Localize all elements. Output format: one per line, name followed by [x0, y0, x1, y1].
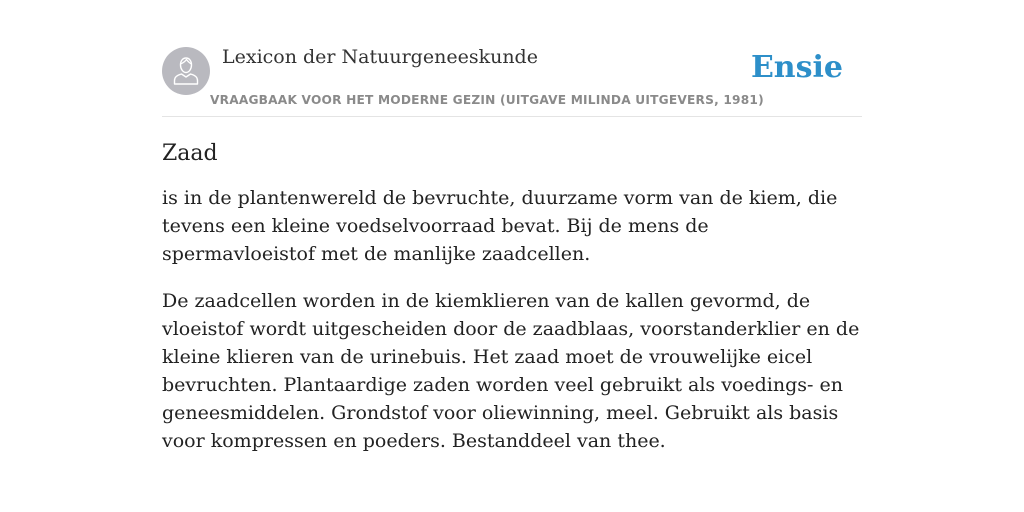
- entry-term: Zaad: [162, 141, 218, 166]
- source-header: [162, 40, 862, 117]
- definition-paragraph: De zaadcellen worden in de kiemklieren van de kallen gevormd, de vloeistof wordt uitgescheiden door de zaadblaas, voorstanderklier en de kleine klieren van de urinebuis. Het zaad moet de vrouwelijke eicel bevruchten. Plantaardige zaden worden veel gebruikt als voedings- en geneesmiddelen. Grondstof voor oliewinning, meel. Gebruikt als basis voor kompressen en poeders. Bestanddeel van thee.: [162, 290, 860, 452]
- definition-paragraph: is in de plantenwereld de bevruchte, duurzame vorm van de kiem, die tevens een kleine voedselvoorraad bevat. Bij de mens de spermavloeistof met de manlijke zaadcellen.: [162, 187, 838, 265]
- user-icon: [162, 47, 210, 95]
- source-subtitle: VRAAGBAAK VOOR HET MODERNE GEZIN (UITGAVE MILINDA UITGEVERS, 1981): [210, 93, 764, 107]
- source-avatar[interactable]: [162, 47, 210, 95]
- brand-logo[interactable]: Ensie: [750, 50, 843, 85]
- source-title[interactable]: Lexicon der Natuurgeneeskunde: [222, 46, 538, 68]
- definition-card: [162, 40, 862, 455]
